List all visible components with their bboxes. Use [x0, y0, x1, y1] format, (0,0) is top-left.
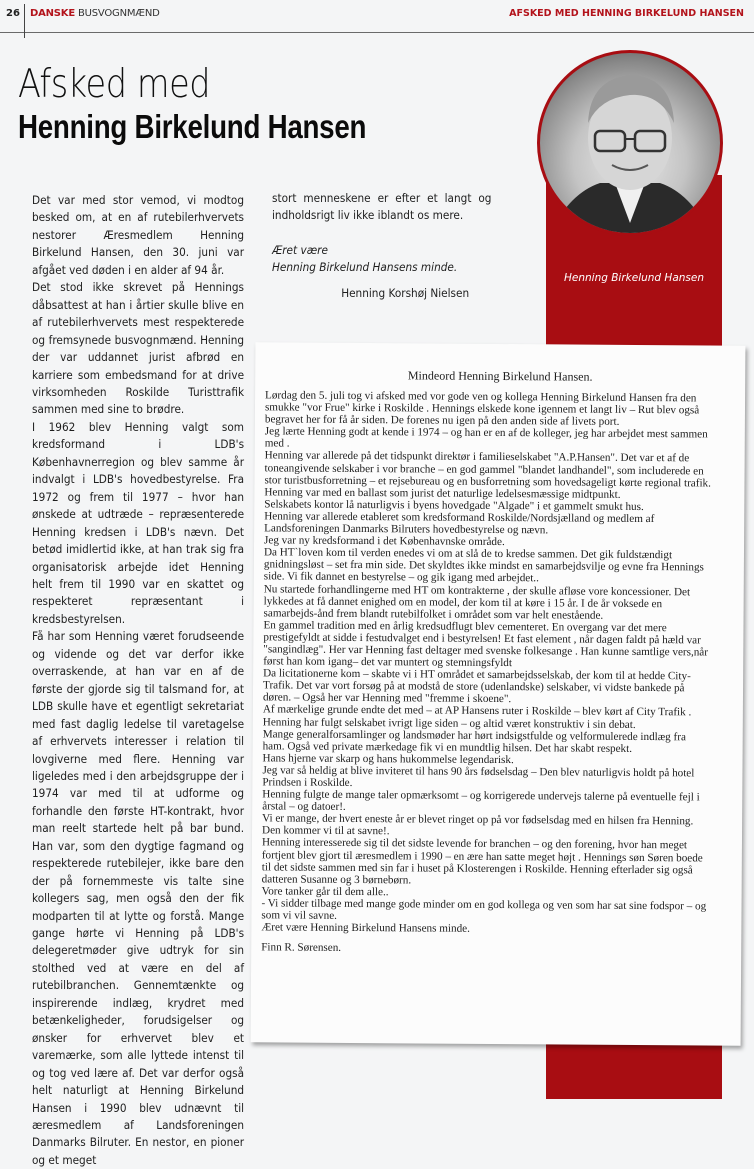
memorial-line: Henning fulgte de mange taler opmærksomt – og korrigerede undervejs talerne på eventuelle fejl i [262, 788, 700, 804]
memorial-line: først han kom igang– det var muntert og stemningsfyldt [263, 655, 513, 670]
portrait-photo [537, 50, 723, 236]
memorial-line: årstal – og datoer!. [262, 800, 346, 814]
paragraph: Det var med stor vemod, vi modtog besked om, at en af rutebilerhvervets nestorer Æresmedlem Henning Birkelund Hansen, den 30. juni var afgået ved døden i en alder af 94 år. [32, 194, 245, 277]
memorial-line: side. Vi fik dannet en bestyrelse – og gik igang med arbejdet.. [263, 570, 539, 585]
tribute-line-2: Henning Birkelund Hansens minde. [272, 261, 458, 275]
memorial-line: prestigefyldt at sidde i festudvalget end i bestyrelsen! Et fast element , når dagen faldt på hæld var [263, 631, 701, 647]
memorial-line: Da HT`loven kom til verden enedes vi om at slå de to kredse sammen. Det gik fuldstændigt [263, 546, 673, 562]
memorial-line: samarbejds-ånd frem blandt rutebilfolket i området som var helt enestående. [263, 607, 604, 622]
memorial-line: begravet her for få år siden. De forenes nu igen på den anden side af livets port. [264, 413, 620, 429]
memorial-line: som vi vil savne. [261, 909, 337, 922]
memorial-line: Jeg lærte Henning godt at kende i 1974 – og han er en af de kolleger, jeg har arbejdet mest sammen [264, 425, 708, 441]
memorial-line: Hans hjerne var skarp og hans hukommelse legendarisk. [262, 752, 514, 766]
memorial-line: døren. – Også her var Henning med "fremme i skoene". [262, 691, 512, 706]
memorial-line: Jeg var ny kredsformand i det Københavnske område. [264, 534, 505, 549]
memorial-line: Prindsen i Roskilde. [262, 776, 353, 789]
paragraph: I 1962 blev Henning valgt som kredsformand i LDB's Københavnerregion og blev samme år indvalgt i LDB's hovedbestyrelse. Fra 1972 og frem til 1977 – hvor han ønskede at udtræde – repræsenterede Henning kredsen i LDB's nævn. Det betød imidlertid ikke, at han trak sig fra organisatorisk arbejde idet Henning helt frem til 1990 var en skattet og respekteret repræsentant i kredsbestyrelsen. [32, 420, 245, 626]
page-header [0, 0, 754, 33]
paragraph: stort menneskene er efter et langt og indholdsrigt liv ikke iblandt os mere. [272, 192, 492, 223]
memorial-line: Mange generalforsamlinger og landsmøder har hørt indsigstfulde og velformulerede indlæg fra [262, 727, 686, 743]
memorial-line: Jeg var så heldig at blive inviteret til hans 90 års fødselsdag – Den blev naturligvis holdt på hotel [262, 764, 695, 780]
article-column-2 [272, 190, 492, 302]
memorial-line: Vore tanker går til dem alle.. [261, 885, 389, 899]
memorial-line: Selskabets kontor lå naturligvis i byens hovedgade "Algade" i et gammelt smukt hus. [264, 498, 644, 513]
magazine-name-bold: DANSKE [30, 8, 75, 19]
memorial-line: En gammel tradition med en årlig kredsudflugt blev cementeret. En overgang var det mere [263, 619, 667, 634]
memorial-line: fortjent blev gjort til æresmedlem i 1990 – en ære han satte meget højt . Hennings søn Søren boede [261, 848, 703, 864]
article-column-1 [32, 192, 244, 1169]
memorial-line: Den kommer vi til at savne!. [261, 824, 390, 838]
page-number: 26 [6, 8, 20, 19]
header-divider [24, 4, 25, 38]
memorial-line: Henning interesserede sig til det sidste levende for branchen – og den forening, hvor han meget [261, 836, 688, 852]
photo-caption: Henning Birkelund Hansen [563, 272, 705, 284]
memorial-line: Henning var allerede etableret som kredsformand Roskilde/Nordsjælland og medlem af [264, 510, 655, 526]
memorial-line: "sangindlæg". Her var Henning fast deltager med svenske folkesange . Han kunne samtlige vers,når [263, 643, 709, 659]
memorial-line: toneangivende selskaber i vor branche – en god gammel "blandet landhandel", som includerede en [264, 461, 704, 477]
memorial-line: ham. Også ved private mærkedage fik vi en mundtlig hilsen. Det har skabt respekt. [262, 740, 633, 755]
tribute-line-1: Æret være [272, 243, 328, 257]
magazine-name [30, 8, 160, 19]
memorial-line: datteren Susanne og 3 børnebørn. [261, 873, 412, 887]
article-title-line1: Afsked med [18, 62, 211, 107]
memorial-line: smukke "vor Frue" kirke i Roskilde . Hennings elskede kone igennem et langt liv – Rut blev også [264, 401, 700, 417]
memorial-line: - Vi sidder tilbage med mange gode minder om en god kollega og ven som har sat sine fodspor – og [261, 897, 707, 913]
memorial-line: Æret være Henning Birkelund Hansens minde. [261, 921, 470, 935]
memorial-letter [251, 342, 746, 1045]
portrait-illustration [540, 53, 720, 233]
magazine-name-rest: BUSVOGNMÆND [77, 8, 160, 19]
memorial-line: Vi er mange, der hvert eneste år er blevet ringet op på vor fødselsdag med en hilsen fra Henning. [262, 812, 694, 828]
memorial-line: Trafik. Det var vort forsøg på at modstå de store (udenlandske) selskaber, vi vidste bankede på [263, 679, 685, 695]
memorial-line: lykkedes at få dannet enighed om en model, der kom til at køre i 15 år. I de år voksede en [263, 594, 663, 610]
memorial-line: Da licitationerne kom – skabte vi i HT området et samarbejdsselskab, der kom til at hedde City- [263, 667, 691, 683]
article-title-line2: Henning Birkelund Hansen [18, 108, 367, 145]
memorial-body [261, 389, 743, 957]
memorial-line: Henning har fulgt selskabet ivrigt lige siden – og altid været konstruktiv i sin debat. [262, 715, 636, 731]
memorial-line: til det sidste sammen med sin far i huset på Klosterengen i Roskilde. Henning efterlader sig også [261, 861, 693, 877]
memorial-line: Henning var med en ballast som jurist det naturlige ledelsesmæssige midtpunkt. [264, 486, 621, 501]
paragraph: Det stod ikke skrevet på Hennings dåbsattest at han i årtier skulle blive en af rutebilerhvervets mest respekterede og fremsynede busvognmænd. Henning der var uddannet jurist afbrød en karriere som embedsmand for at drive virksomheden Roskilde Turisttrafik sammen med sine to brødre. [32, 281, 245, 417]
section-title: AFSKED MED HENNING BIRKELUND HANSEN [509, 8, 744, 19]
memorial-line: Landsforeningen Danmarks Bilruters hovedbestyrelse og nævn. [264, 522, 549, 537]
memorial-line: Nu startede forhandlingerne med HT om kontrakterne , der skulle afløse vore koncessioner. Det [263, 582, 691, 598]
memorial-line: stor turistbusforretning – et rejsebureau og en busforretning som hovedsageligt kørte regional trafik. [264, 474, 711, 490]
paragraph: Få har som Henning været forudseende og vidende og det var derfor ikke overraskende, at han var en af de første der gjorde sig til talsmand for, at LDB skulle have et egentligt sekretariat med fast daglig ledelse til varetagelse af erhvervets interesser i relation til lovgiverne med flere. Henning var ligeledes med i den arbejdsgruppe der i 1974 var med til at udforme og forhandle den første HT-kontrakt, hvor man reelt startede helt på bar bund. Han var, som den dygtige fagmand og respekterede rutebilejer, ikke bare den der på fornemmeste vis talte sine kollegers sag, men også den der fik modparten til at lytte og forstå. Mange gange hørte vi Henning på LDB's delegeretmøder give udtryk for sin stolthed ved at være en del af rutebilbranchen. Gennemtænkte og inspirerende indlæg, krydret med betænkeligheder, forudsigelser og ønsker for erhvervet blev et varemærke, som alle lyttede intenst til og tog ved lære af. Det var derfor også helt naturligt at Henning Birkelund Hansen i 1990 blev udnævnt til æresmedlem af Landsforeningen Danmarks Bilruter. En nestor, en pioner og et meget [32, 630, 245, 1167]
memorial-signature: Finn R. Sørensen. [261, 941, 342, 955]
memorial-line: Lørdag den 5. juli tog vi afsked med vor gode ven og kollega Henning Birkelund Hansen fra den [265, 389, 697, 405]
author-name: Henning Korshøj Nielsen [341, 286, 470, 300]
memorial-title: Mindeord Henning Birkelund Hansen. [407, 368, 593, 384]
memorial-line: Henning var allerede på det tidspunkt direktør i familieselskabet "A.P.Hansen". Det var et af de [264, 449, 690, 465]
memorial-line: gnidningsløst – set fra min side. Det skyldtes ikke mindst en samarbejdsvilje og evne fra Hennings [263, 558, 704, 574]
memorial-line: Af mærkelige grunde endte det med – at AP Hansens ruter i Roskilde – blev kørt af City Trafik . [262, 703, 692, 719]
memorial-line: med . [264, 437, 290, 450]
